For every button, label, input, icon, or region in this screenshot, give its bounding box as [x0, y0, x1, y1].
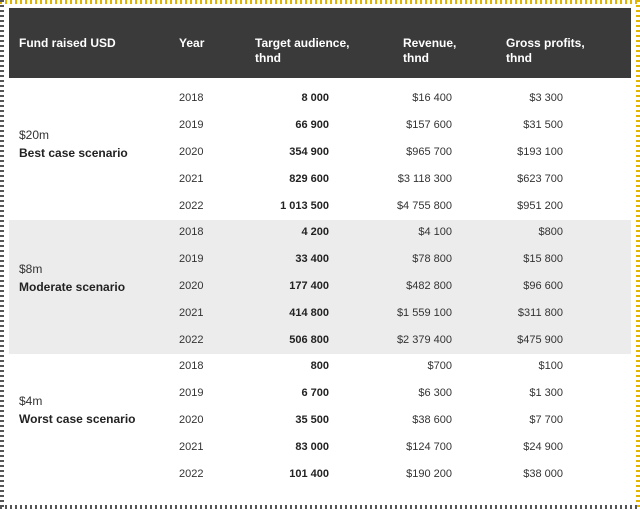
cell-year: 2022: [179, 468, 204, 480]
cell-audience: 506 800: [289, 334, 329, 346]
cell-gross: $100: [538, 360, 563, 372]
scenario-table: [9, 8, 631, 486]
cell-audience: 33 400: [295, 253, 329, 265]
cell-gross: $951 200: [517, 200, 563, 212]
header-target-audience-line1: Target audience,: [255, 36, 350, 50]
cell-audience: 8 000: [301, 92, 329, 104]
scenario-amount: $4m: [19, 394, 43, 408]
cell-revenue: $2 379 400: [396, 334, 452, 346]
cell-gross: $7 700: [529, 414, 563, 426]
cell-gross: $31 500: [523, 119, 563, 131]
table-row: [9, 435, 631, 461]
table-row: [9, 167, 631, 193]
cell-year: 2021: [179, 441, 204, 453]
table-row: [9, 408, 631, 434]
cell-year: 2020: [179, 146, 204, 158]
cell-audience: 177 400: [289, 280, 329, 292]
cell-year: 2022: [179, 334, 204, 346]
cell-audience: 66 900: [295, 119, 329, 131]
cell-revenue: $157 600: [406, 119, 452, 131]
scenario-name: Worst case scenario: [19, 412, 136, 426]
cell-revenue: $3 118 300: [397, 173, 452, 185]
header-revenue: [403, 36, 523, 66]
cell-audience: 1 013 500: [280, 200, 329, 212]
table-row: [9, 301, 631, 327]
scenario-group-worst: [9, 354, 631, 486]
cell-gross: $38 000: [523, 468, 563, 480]
cell-revenue: $700: [427, 360, 452, 372]
table-row: [9, 194, 631, 220]
table-row: [9, 354, 631, 380]
cell-gross: $800: [538, 226, 563, 238]
header-gross-profits-line1: Gross profits,: [506, 36, 585, 50]
cell-revenue: $38 600: [412, 414, 452, 426]
cell-year: 2018: [179, 226, 204, 238]
cell-audience: 83 000: [295, 441, 329, 453]
frame-top-border: [0, 0, 640, 4]
cell-revenue: $78 800: [412, 253, 452, 265]
cell-gross: $24 900: [523, 441, 563, 453]
frame-right-border: [636, 0, 640, 509]
cell-revenue: $1 559 100: [396, 307, 452, 319]
cell-year: 2018: [179, 92, 204, 104]
header-revenue-line1: Revenue,: [403, 36, 457, 50]
cell-year: 2020: [179, 414, 204, 426]
cell-year: 2020: [179, 280, 204, 292]
header-year: Year: [179, 36, 205, 50]
cell-gross: $623 700: [517, 173, 563, 185]
table-row: [9, 462, 631, 488]
table-row: [9, 274, 631, 300]
cell-year: 2019: [179, 119, 204, 131]
cell-revenue: $4 755 800: [396, 200, 452, 212]
cell-audience: 800: [310, 360, 329, 372]
header-target-audience-line2: thnd: [255, 51, 281, 65]
scenario-group-moderate: [9, 220, 631, 354]
table-header: [9, 8, 631, 78]
table-row: [9, 86, 631, 112]
header-gross-profits: [506, 36, 626, 66]
cell-gross: $15 800: [523, 253, 563, 265]
table-row: [9, 381, 631, 407]
cell-audience: 829 600: [289, 173, 329, 185]
scenario-name: Moderate scenario: [19, 280, 126, 294]
scenario-amount: $20m: [19, 128, 50, 142]
table-row: [9, 140, 631, 166]
table-row: [9, 247, 631, 273]
cell-gross: $193 100: [517, 146, 563, 158]
cell-year: 2018: [179, 360, 204, 372]
cell-revenue: $965 700: [406, 146, 452, 158]
cell-audience: 414 800: [289, 307, 329, 319]
scenario-name: Best case scenario: [19, 146, 128, 160]
cell-year: 2019: [179, 253, 204, 265]
cell-gross: $311 800: [517, 307, 563, 319]
cell-revenue: $124 700: [406, 441, 452, 453]
cell-audience: 35 500: [295, 414, 329, 426]
cell-year: 2019: [179, 387, 204, 399]
cell-revenue: $16 400: [412, 92, 452, 104]
cell-gross: $3 300: [529, 92, 563, 104]
scenario-group-best: [9, 78, 631, 220]
table-row: [9, 220, 631, 246]
cell-year: 2021: [179, 173, 204, 185]
header-revenue-line2: thnd: [403, 51, 429, 65]
frame-left-border: [0, 0, 4, 509]
cell-year: 2021: [179, 307, 204, 319]
cell-gross: $96 600: [523, 280, 563, 292]
header-fund-raised: Fund raised USD: [19, 36, 116, 50]
table-row: [9, 328, 631, 354]
cell-audience: 101 400: [289, 468, 329, 480]
table-row: [9, 113, 631, 139]
cell-audience: 354 900: [289, 146, 329, 158]
cell-audience: 6 700: [301, 387, 329, 399]
scenario-amount: $8m: [19, 262, 43, 276]
cell-gross: $1 300: [529, 387, 563, 399]
cell-audience: 4 200: [301, 226, 329, 238]
header-gross-profits-line2: thnd: [506, 51, 532, 65]
cell-revenue: $190 200: [406, 468, 452, 480]
cell-revenue: $6 300: [418, 387, 452, 399]
cell-gross: $475 900: [517, 334, 563, 346]
cell-revenue: $482 800: [406, 280, 452, 292]
frame-bottom-border: [0, 505, 640, 509]
cell-year: 2022: [179, 200, 204, 212]
header-target-audience: [255, 36, 385, 66]
cell-revenue: $4 100: [418, 226, 452, 238]
